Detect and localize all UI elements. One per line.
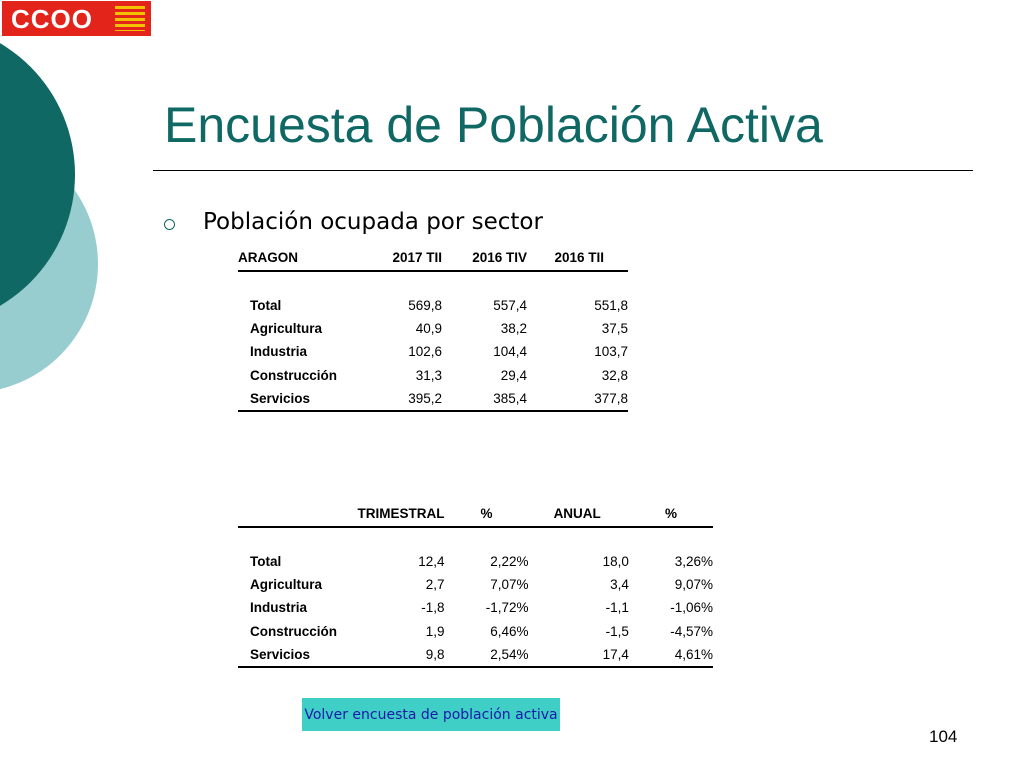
cell-value: 31,3 bbox=[415, 367, 442, 383]
row-label: Servicios bbox=[238, 387, 358, 411]
table-header-row bbox=[238, 244, 628, 271]
cell-value: 29,4 bbox=[500, 367, 527, 383]
table-row bbox=[238, 364, 628, 387]
row-label: Total bbox=[250, 298, 282, 314]
cell-value: 2,22% bbox=[490, 554, 529, 570]
column-header: ARAGON bbox=[238, 249, 298, 265]
row-label: Industria bbox=[250, 600, 308, 616]
cell-value: -1,1 bbox=[605, 600, 629, 616]
logo-text: CCOO bbox=[11, 3, 93, 34]
row-label: Industria bbox=[250, 344, 308, 360]
column-header: % bbox=[664, 505, 677, 521]
ccoo-logo bbox=[2, 1, 151, 36]
cell-value: -1,5 bbox=[605, 623, 629, 639]
cell-value: -1,06% bbox=[670, 600, 713, 616]
column-header: % bbox=[480, 505, 493, 521]
cell-value: -1,72% bbox=[485, 600, 529, 616]
table-row bbox=[238, 387, 628, 411]
cell-value: 1,9 bbox=[425, 623, 445, 639]
cell-value: 32,8 bbox=[601, 367, 628, 383]
cell-value: 12,4 bbox=[418, 554, 445, 570]
table-row bbox=[238, 550, 713, 573]
table-row bbox=[238, 596, 713, 619]
cell-value: 3,26% bbox=[674, 554, 713, 570]
cell-value: 4,61% bbox=[629, 643, 713, 667]
row-label: Total bbox=[250, 554, 282, 570]
aragon-flag-icon bbox=[115, 6, 145, 31]
cell-value: 18,0 bbox=[602, 554, 629, 570]
table-row bbox=[238, 620, 713, 643]
cell-value: 551,8 bbox=[594, 298, 628, 314]
cell-value: 557,4 bbox=[493, 298, 527, 314]
section-subtitle: Población ocupada por sector bbox=[203, 209, 543, 235]
column-header: ANUAL bbox=[553, 505, 601, 521]
table-row bbox=[238, 340, 628, 363]
cell-value: 9,07% bbox=[674, 577, 713, 593]
table-row bbox=[238, 294, 628, 317]
cell-value: 569,8 bbox=[408, 298, 442, 314]
row-label: Construcción bbox=[250, 623, 338, 639]
cell-value: 2,7 bbox=[425, 577, 445, 593]
cell-value: 377,8 bbox=[527, 387, 628, 411]
cell-value: 7,07% bbox=[490, 577, 529, 593]
table-row bbox=[238, 573, 713, 596]
cell-value: 40,9 bbox=[415, 321, 442, 337]
cell-value: -4,57% bbox=[670, 623, 713, 639]
cell-value: 385,4 bbox=[442, 387, 527, 411]
cell-value: 395,2 bbox=[358, 387, 442, 411]
employment-table bbox=[238, 244, 628, 412]
cell-value: 3,4 bbox=[610, 577, 629, 593]
cell-value: 6,46% bbox=[490, 623, 529, 639]
row-label: Construcción bbox=[250, 367, 338, 383]
page-title: Encuesta de Población Activa bbox=[164, 97, 823, 153]
back-to-survey-link[interactable]: Volver encuesta de población activa bbox=[302, 698, 560, 731]
variation-table bbox=[238, 500, 713, 668]
cell-value: -1,8 bbox=[421, 600, 445, 616]
cell-value: 2,54% bbox=[445, 643, 529, 667]
column-header: 2017 TII bbox=[392, 249, 442, 265]
cell-value: 103,7 bbox=[594, 344, 628, 360]
column-header: 2016 TIV bbox=[472, 249, 527, 265]
cell-value: 37,5 bbox=[601, 321, 628, 337]
bullet-icon bbox=[164, 219, 175, 230]
title-divider bbox=[153, 170, 973, 171]
column-header: TRIMESTRAL bbox=[357, 505, 445, 521]
cell-value: 102,6 bbox=[408, 344, 442, 360]
row-label: Servicios bbox=[238, 643, 358, 667]
table-header-row bbox=[238, 500, 713, 527]
table-row bbox=[238, 317, 628, 340]
cell-value: 17,4 bbox=[529, 643, 629, 667]
page-number: 104 bbox=[929, 727, 958, 746]
row-label: Agricultura bbox=[250, 577, 323, 593]
cell-value: 38,2 bbox=[500, 321, 527, 337]
cell-value: 104,4 bbox=[493, 344, 527, 360]
table-row bbox=[238, 643, 713, 667]
column-header: 2016 TII bbox=[554, 249, 604, 265]
row-label: Agricultura bbox=[250, 321, 323, 337]
column-header bbox=[238, 500, 358, 527]
cell-value: 9,8 bbox=[358, 643, 445, 667]
